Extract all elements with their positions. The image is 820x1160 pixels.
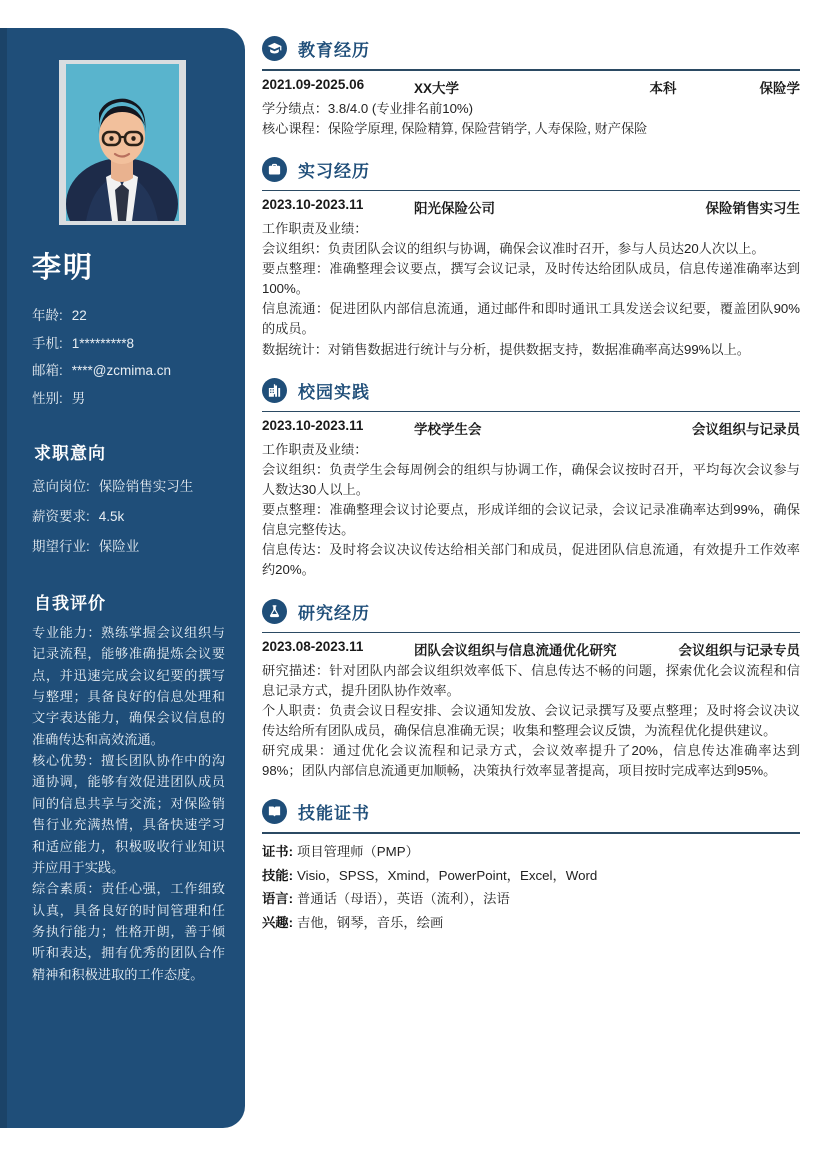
list-item <box>32 357 227 385</box>
info-value: 22 <box>71 308 87 323</box>
profile-photo <box>66 64 179 221</box>
sidebar-left-edge <box>0 28 7 1128</box>
info-value: 1*********8 <box>71 335 135 351</box>
body-line: 学分绩点：3.8/4.0 (专业排名前10%) <box>262 100 474 116</box>
section-title: 实习经历 <box>298 161 370 181</box>
kv-value: 吉他，钢琴，音乐，绘画 <box>297 914 444 930</box>
body-line: 研究成果：通过优化会议流程和记录方式，会议效率提升了20%，信息传达准确率达到98%；团队内部信息流通更加顺畅，决策执行效率显著提高，项目按时完成率达到95%。 <box>262 743 800 779</box>
school-building-icon <box>262 378 287 403</box>
entry-org: 学校学生会 <box>414 422 482 438</box>
section-title: 校园实践 <box>298 382 370 402</box>
entry-date: 2023.10-2023.11 <box>262 418 364 434</box>
body-line: 信息流通：促进团队内部信息流通，通过邮件和即时通讯工具发送会议纪要，覆盖团队90%的成员。 <box>262 301 800 337</box>
info-label: 薪资要求: <box>32 509 90 525</box>
sidebar <box>0 28 245 1128</box>
contact-info-list <box>32 302 227 413</box>
kv-label: 技能: <box>262 867 294 883</box>
kv-value: 普通话（母语），英语（流利），法语 <box>297 891 510 907</box>
entry-project: 团队会议组织与信息流通优化研究 <box>414 643 617 658</box>
list-item <box>32 385 227 413</box>
info-label: 年龄: <box>32 308 63 323</box>
info-value: 保险业 <box>98 539 140 555</box>
section-body <box>262 77 800 153</box>
kv-value: 项目管理师（PMP） <box>297 843 419 859</box>
info-value: 4.5k <box>98 509 125 525</box>
kv-label: 证书: <box>262 843 294 859</box>
body-line: 研究描述：针对团队内部会议组织效率低下、信息传达不畅的问题，探索优化会议流程和信息记录方式，提升团队协作效率。 <box>262 663 800 699</box>
body-line: 信息传达：及时将会议决议传达给相关部门和成员，促进团队信息流通，有效提升工作效率约20%。 <box>262 542 800 578</box>
entry-org: XX大学 <box>414 80 460 96</box>
divider <box>262 411 800 413</box>
body-line: 核心课程：保险学原理, 保险精算, 保险营销学, 人寿保险, 财产保险 <box>262 120 648 136</box>
divider <box>262 69 800 71</box>
list-item <box>262 887 800 911</box>
flask-icon <box>262 599 287 624</box>
list-item <box>262 840 800 864</box>
entry-role: 会议组织与记录员 <box>692 422 800 438</box>
open-book-icon <box>262 799 287 824</box>
entry-role: 会议组织与记录专员 <box>678 643 800 658</box>
main-content <box>262 0 800 953</box>
body-line: 工作职责及业绩： <box>262 221 368 237</box>
kv-value: Visio，SPSS，Xmind，PowerPoint，Excel，Word <box>297 867 598 883</box>
section-header <box>262 36 800 69</box>
info-label: 意向岗位: <box>32 478 90 494</box>
entry-major: 保险学 <box>759 80 800 96</box>
info-label: 性别: <box>32 391 63 407</box>
paragraph: 核心优势：擅长团队协作中的沟通协调，能够有效促进团队成员间的信息共享与交流；对保险销售行业充满热情，具备快速学习和适应能力，积极吸收行业知识并应用于实践。 <box>32 753 225 875</box>
entry-header <box>262 77 800 97</box>
entry-header <box>262 197 800 217</box>
entry-date: 2023.10-2023.11 <box>262 197 364 213</box>
entry-date: 2021.09-2025.06 <box>262 76 365 92</box>
body-line: 个人职责：负责会议日程安排、会议通知发放、会议记录撰写及要点整理；及时将会议决议传达给所有团队成员，确保信息准确无误；收集和整理会议反馈，为流程优化提供建议。 <box>262 703 800 739</box>
paragraph: 专业能力：熟练掌握会议组织与记录流程，能够准确提炼会议要点，并迅速完成会议纪要的撰写与整理；具备良好的信息处理和文字表达能力，确保会议信息的准确传达和高效流通。 <box>32 624 225 747</box>
list-item <box>32 330 227 358</box>
section-body <box>262 840 800 949</box>
kv-label: 语言: <box>262 891 294 907</box>
job-intent-heading: 求职意向 <box>34 443 106 463</box>
list-item <box>32 502 227 532</box>
body-line: 工作职责及业绩： <box>262 442 368 458</box>
entry-header <box>262 639 800 659</box>
section-body <box>262 418 800 594</box>
list-item <box>32 472 227 502</box>
section-skills-certificates <box>262 799 800 948</box>
info-value: ****@zcmima.cn <box>71 363 171 379</box>
info-label: 邮箱: <box>32 363 63 379</box>
entry-org: 阳光保险公司 <box>414 201 495 217</box>
section-research <box>262 599 800 796</box>
section-title: 技能证书 <box>298 804 370 824</box>
self-evaluation-body <box>32 622 225 985</box>
job-intent-list <box>32 472 227 563</box>
section-header <box>262 799 800 832</box>
section-title: 研究经历 <box>298 603 370 623</box>
entry-header <box>262 418 800 438</box>
graduation-cap-icon <box>262 36 287 61</box>
list-item <box>262 864 800 888</box>
section-body <box>262 197 800 373</box>
section-education <box>262 36 800 153</box>
section-header <box>262 378 800 411</box>
kv-label: 兴趣: <box>262 914 294 930</box>
section-internship <box>262 157 800 374</box>
self-evaluation-heading: 自我评价 <box>34 593 106 613</box>
entry-role: 保险销售实习生 <box>705 201 800 217</box>
list-item <box>32 302 227 330</box>
body-line: 会议组织：负责学生会每周例会的组织与协调工作，确保会议按时召开，平均每次会议参与人数达30人以上。 <box>262 462 800 498</box>
candidate-name: 李明 <box>32 252 95 284</box>
entry-degree: 本科 <box>649 80 677 96</box>
entry-date: 2023.08-2023.11 <box>262 639 364 654</box>
section-header <box>262 157 800 190</box>
divider <box>262 832 800 834</box>
divider <box>262 632 800 634</box>
section-campus-practice <box>262 378 800 595</box>
list-item <box>262 911 800 935</box>
section-title: 教育经历 <box>298 41 370 60</box>
section-header <box>262 599 800 632</box>
section-body <box>262 639 800 795</box>
body-line: 数据统计：对销售数据进行统计与分析，提供数据支持，数据准确率高达99%以上。 <box>262 341 750 357</box>
info-label: 手机: <box>32 335 63 351</box>
briefcase-icon <box>262 157 287 182</box>
paragraph: 综合素质：责任心强，工作细致认真，具备良好的时间管理和任务执行能力；性格开朗，善于倾听和表达，拥有优秀的团队合作精神和积极进取的工作态度。 <box>32 881 225 982</box>
body-line: 要点整理：准确整理会议讨论要点，形成详细的会议记录，会议记录准确率达到99%，确保信息完整传达。 <box>262 502 800 538</box>
avatar <box>59 60 186 225</box>
info-value: 男 <box>71 391 86 407</box>
body-line: 会议组织：负责团队会议的组织与协调，确保会议准时召开，参与人员达20人次以上。 <box>262 241 765 257</box>
portrait-illustration <box>66 64 179 221</box>
body-line: 要点整理：准确整理会议要点，撰写会议记录，及时传达给团队成员，信息传递准确率达到100%。 <box>262 261 800 297</box>
info-value: 保险销售实习生 <box>98 478 194 494</box>
list-item <box>32 532 227 562</box>
info-label: 期望行业: <box>32 539 90 555</box>
divider <box>262 190 800 192</box>
